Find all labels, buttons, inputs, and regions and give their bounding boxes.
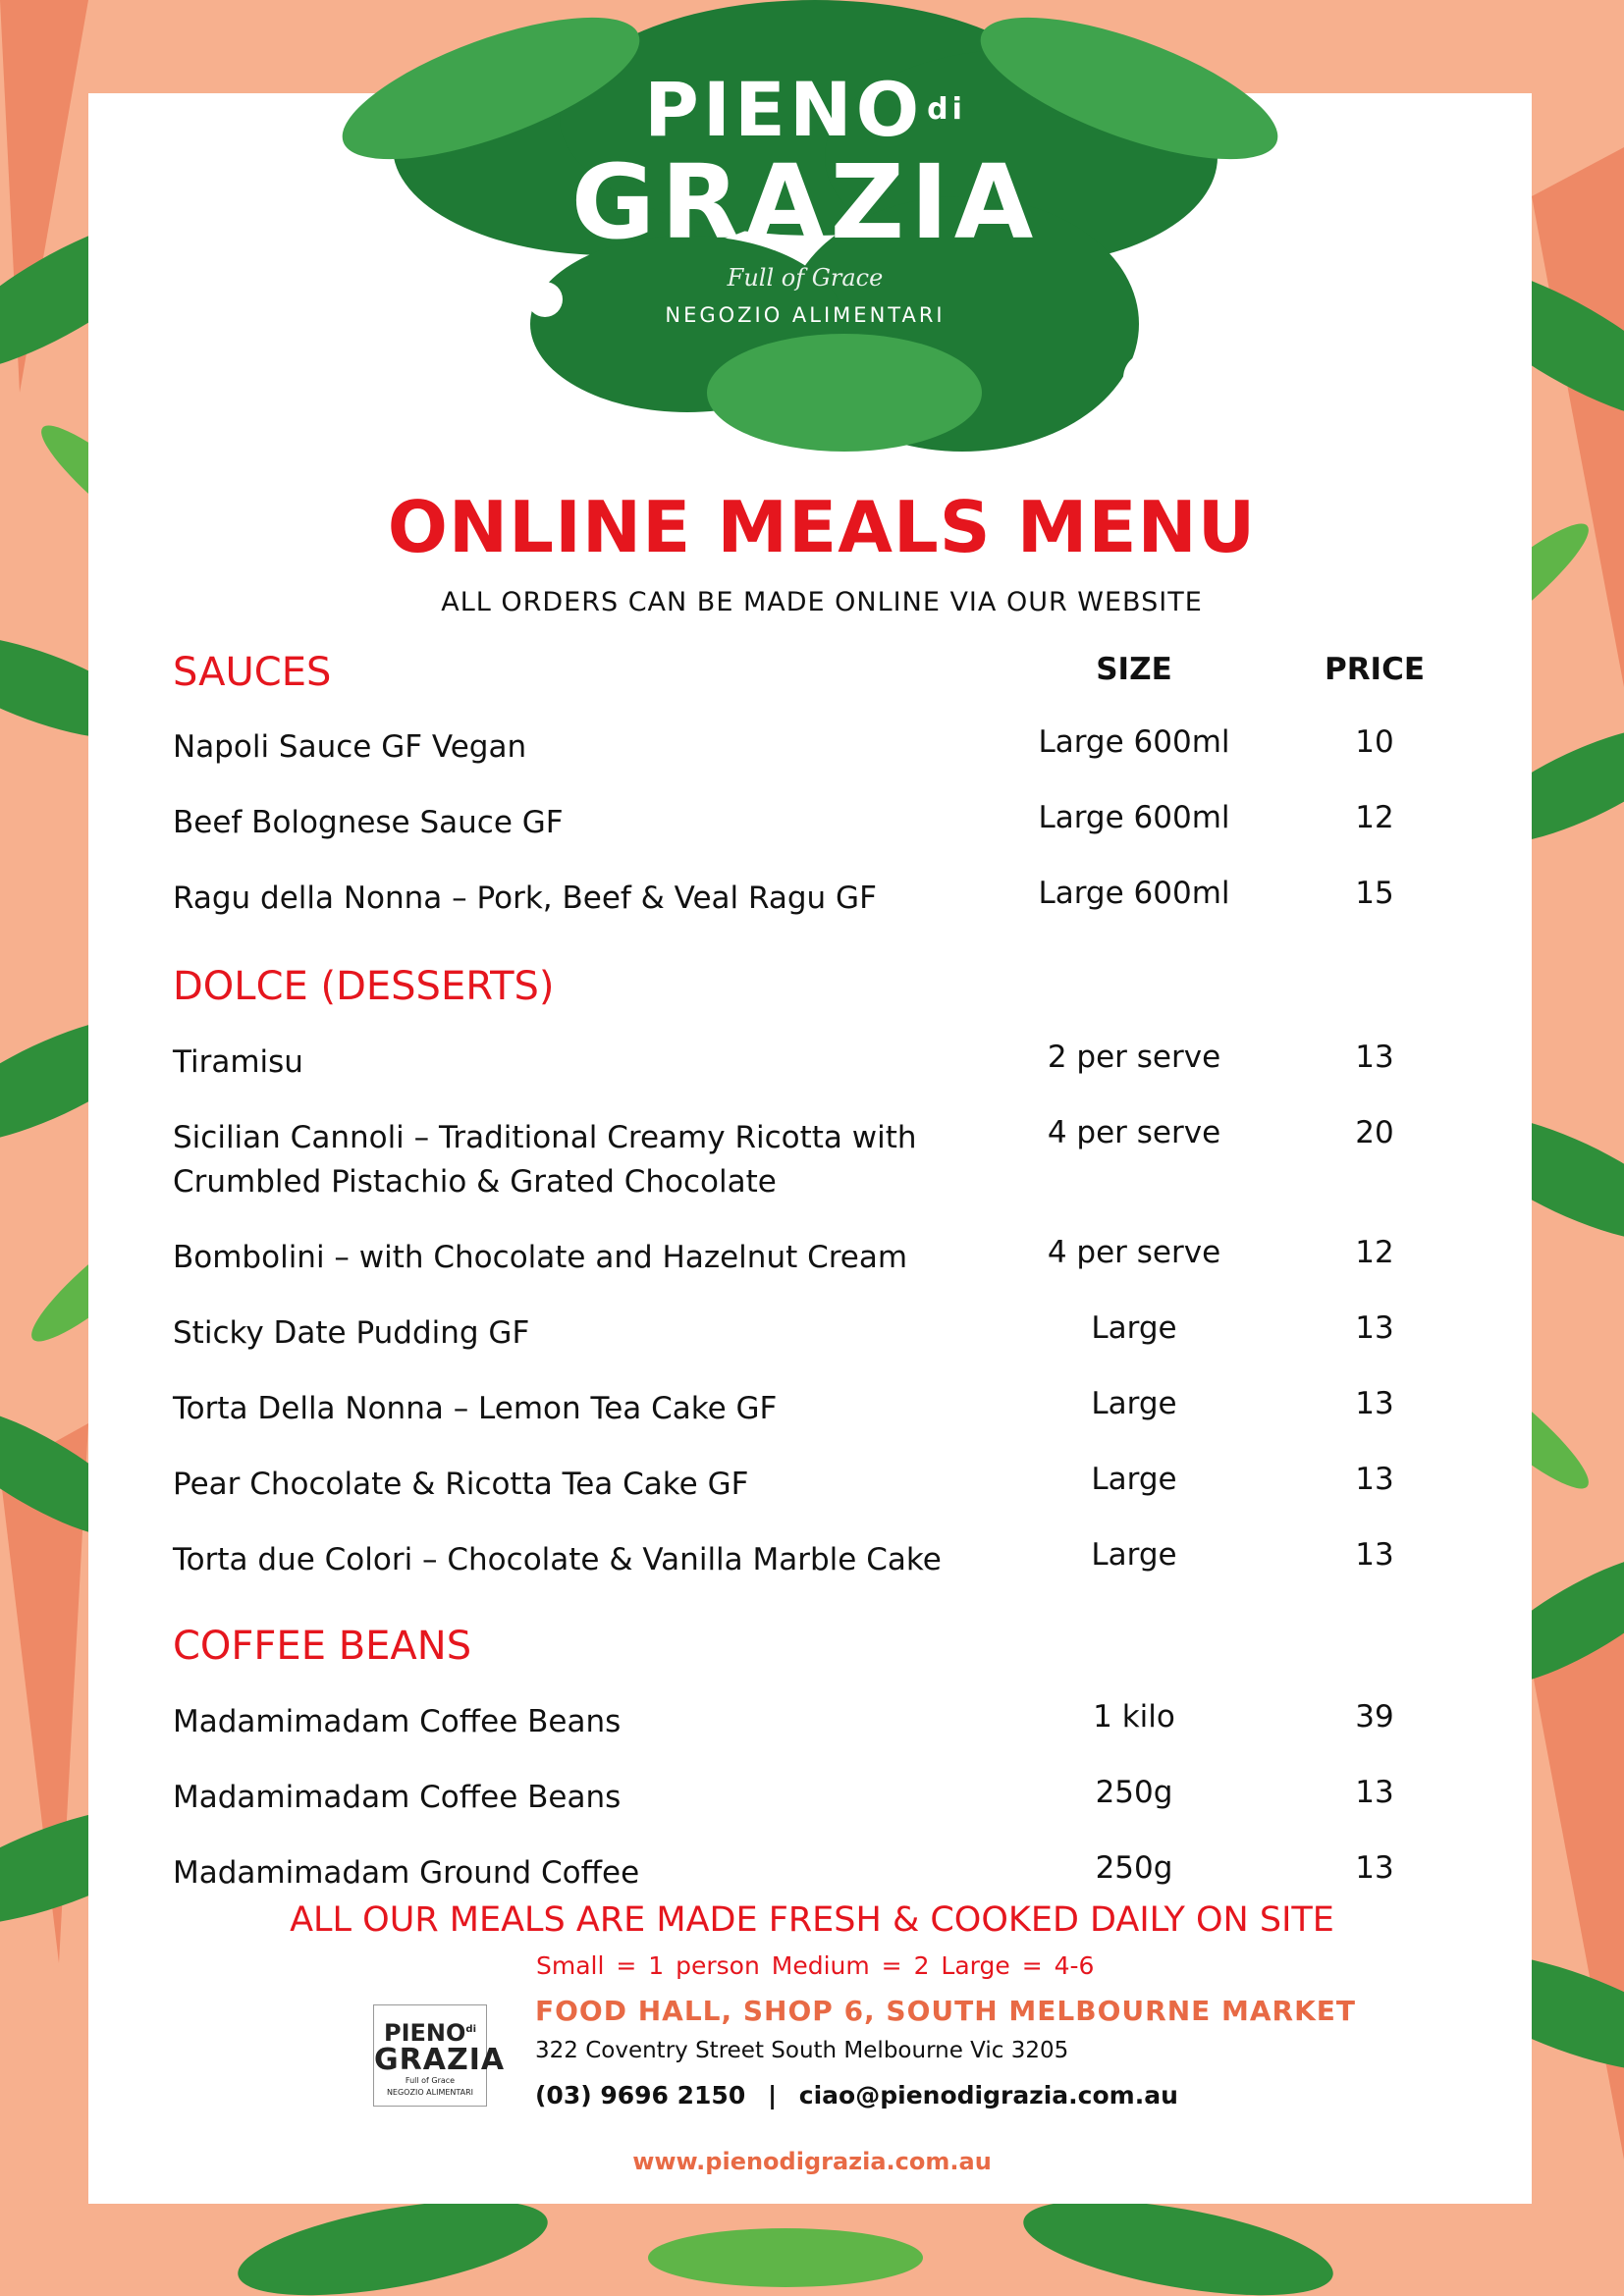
logo-word-grazia: GRAZIA [570,142,1040,262]
menu-item-size: Large 600ml [1038,876,1230,911]
menu-item-price: 10 [1355,724,1394,760]
menu-item-name: Madamimadam Coffee Beans [173,1704,622,1739]
menu-item-price: 12 [1355,1235,1394,1270]
footer-logo-word-pieno: $PIENO^{di}$ [384,2019,476,2047]
website-link[interactable]: www.pienodigrazia.com.au [632,2148,992,2175]
menu-item-size: 4 per serve [1047,1235,1221,1270]
menu-subtitle: ALL ORDERS CAN BE MADE ONLINE VIA OUR WEBSITE [441,587,1203,617]
menu-item-name: Madamimadam Coffee Beans [173,1780,622,1815]
menu-item-size: Large [1091,1462,1177,1497]
footer-logo-word-grazia: GRAZIA [374,2043,506,2077]
menu-item-name: Sticky Date Pudding GF [173,1315,530,1351]
column-header-price: PRICE [1324,652,1426,687]
menu-item-name: Sicilian Cannoli – Traditional Creamy Ricotta with [173,1120,917,1155]
menu-item-size: 2 per serve [1047,1040,1221,1075]
menu-item-name: Beef Bolognese Sauce GF [173,805,564,840]
menu-item-name: Napoli Sauce GF Vegan [173,729,527,765]
logo-di: di [927,92,966,127]
menu-item-size: 250g [1095,1775,1173,1810]
menu-item-size: Large 600ml [1038,724,1230,760]
menu-item-price: 13 [1355,1850,1394,1886]
email-link[interactable]: ciao@pienodigrazia.com.au [798,2081,1178,2109]
menu-item-size: 250g [1095,1850,1173,1886]
section-title-sauces: SAUCES [173,650,332,695]
menu-item-size: Large [1091,1386,1177,1421]
contact-line [535,2081,1178,2109]
menu-item-name: Tiramisu [173,1044,303,1080]
logo-word-pieno: PIENO $^{di}$ [644,66,966,153]
menu-item-name: Torta due Colori – Chocolate & Vanilla Marble Cake [173,1542,942,1577]
fresh-daily-banner: ALL OUR MEALS ARE MADE FRESH & COOKED DAILY ON SITE [290,1900,1334,1940]
location-line: FOOD HALL, SHOP 6, SOUTH MELBOURNE MARKET [535,1995,1357,2027]
menu-item-name: Madamimadam Ground Coffee [173,1855,640,1891]
portion-size-note: Small = 1 person Medium = 2 Large = 4-6 [536,1951,1095,1980]
menu-item-size: Large [1091,1310,1177,1346]
footer-logo-subline: NEGOZIO ALIMENTARI [386,2088,474,2097]
column-header-size: SIZE [1096,652,1172,687]
contact-separator: | [767,2081,778,2109]
brand-logo [530,66,1080,328]
menu-item-price: 13 [1355,1537,1394,1573]
menu-item-price: 13 [1355,1040,1394,1075]
menu-item-size: Large [1091,1537,1177,1573]
menu-item-price: 13 [1355,1386,1394,1421]
menu-item-size: 1 kilo [1093,1699,1175,1735]
phone-number[interactable]: (03) 9696 2150 [535,2081,746,2109]
menu-item-price: 15 [1355,876,1394,911]
menu-item-price: 12 [1355,800,1394,835]
menu-item-size: 4 per serve [1047,1115,1221,1150]
footer-logo-tagline: Full of Grace [405,2076,456,2085]
menu-item-name: Bombolini – with Chocolate and Hazelnut Cream [173,1240,908,1275]
menu-item-price: 20 [1355,1115,1394,1150]
street-address: 322 Coventry Street South Melbourne Vic 3205 [535,2038,1069,2063]
section-title-dolce: DOLCE (DESSERTS) [173,964,555,1009]
footer-logo [373,2004,506,2107]
menu-item-name: Torta Della Nonna – Lemon Tea Cake GF [173,1391,778,1426]
menu-item-price: 13 [1355,1310,1394,1346]
section-title-coffee: COFFEE BEANS [173,1624,472,1669]
logo-subline: NEGOZIO ALIMENTARI [665,303,946,327]
menu-item-price: 13 [1355,1462,1394,1497]
menu-title: ONLINE MEALS MENU [387,486,1257,568]
menu-item-name: Pear Chocolate & Ricotta Tea Cake GF [173,1467,749,1502]
menu-item-price: 39 [1355,1699,1394,1735]
logo-tagline: Full of Grace [727,264,884,292]
menu-item-price: 13 [1355,1775,1394,1810]
footer-logo-di: di [465,2024,476,2035]
menu-item-name: Ragu della Nonna – Pork, Beef & Veal Ragu GF [173,881,877,916]
menu-item-size: Large 600ml [1038,800,1230,835]
menu-item-name-line2: Crumbled Pistachio & Grated Chocolate [173,1164,777,1200]
